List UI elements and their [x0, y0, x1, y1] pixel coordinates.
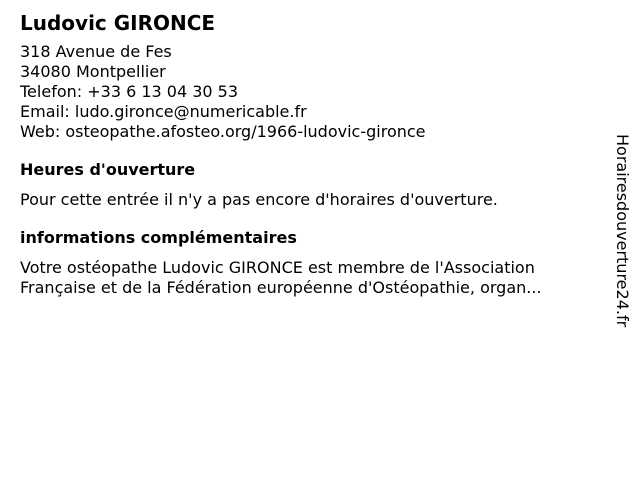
listing-card	[20, 10, 600, 298]
additional-info-text	[20, 258, 600, 298]
opening-hours-text: Pour cette entrée il n'y a pas encore d'horaires d'ouverture.	[20, 190, 498, 209]
site-brand-watermark: Horairesdouverture24.fr	[613, 134, 632, 328]
city-postcode: 34080 Montpellier	[20, 62, 166, 81]
street-address: 318 Avenue de Fes	[20, 42, 172, 61]
address-block	[20, 42, 600, 142]
additional-info-line-1: Votre ostéopathe Ludovic GIRONCE est membre de l'Association	[20, 258, 535, 277]
business-name: Ludovic GIRONCE	[20, 11, 216, 35]
additional-info-heading: informations complémentaires	[20, 228, 297, 247]
opening-hours-heading: Heures d'ouverture	[20, 160, 196, 179]
email-address: Email: ludo.gironce@numericable.fr	[20, 102, 307, 121]
phone-number: Telefon: +33 6 13 04 30 53	[20, 82, 239, 101]
website-url: Web: osteopathe.afosteo.org/1966-ludovic-gironce	[20, 122, 426, 141]
additional-info-line-2: Française et de la Fédération européenne d'Ostéopathie, organ...	[20, 278, 542, 297]
